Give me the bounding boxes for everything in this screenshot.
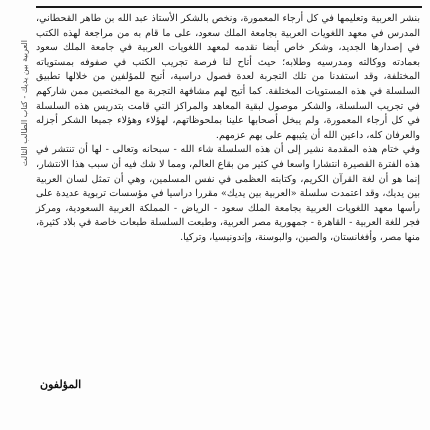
paragraph: وفي ختام هذه المقدمة نشير إلى أن هذه السلسلة شاء الله - سبحانه وتعالى - لها أن تنتشر في هذه الفترة القصيرة انتشارا واسعا في كثير من بقاع العالم، ومما لا شك فيه أن سبب هذا الانتشار، إنما هو أن لغة القرآن الكريم، وكتابته العظمى في نفس المسلمين، وهي أن تمثل لسان العربية بين يديك، وقد اعتمدت سلسلة «العربية بين يديك» مقررا دراسيا في مؤسسات تربوية عديدة على رأسها معهد اللغويات العربية بجامعة الملك سعود - الرياض - المملكة العربية السعودية، ومركز فجر للغة العربية - القاهرة - جمهورية مصر العربية، وطبعت السلسلة طبعات خاصة في بلاد كثيرة، منها مصر، وأفغانستان، والصين، والبوسنة، وإندونيسيا، وتركيا. bbox=[36, 144, 420, 243]
running-header-text: العربية بين يديك - كتاب الطالب الثالث bbox=[20, 40, 29, 167]
authors-signature: المؤلفون bbox=[40, 378, 82, 391]
paragraph: بنشر العربية وتعليمها في كل أرجاء المعمورة، ونخص بالشكر الأستاذ عبد الله بن طاهر القحطاني، المدرس في معهد اللغويات العربية بجامعة الملك سعود، على ما قام به من مراجعة لهذه الكتب في إصدارها الجديد، وشكر خاص أيضا نقدمه لمعهد اللغويات العربية في جامعة الملك سعود بعمادته ووكالته ومدرسيه وطلابه؛ حيث أتاح لنا فرصة تجريب الكتب في صفوفه بمستوياته المختلفة، وقد استفدنا من تلك التجربة لعدة فصول دراسية، أتيح للمؤلفين من خلالها تطبيق السلسلة في هذه المستويات المختلفة. كما أتيح لهم مشافهة التجربة مع المختصين ممن شاركهم في تجريب السلسلة، والشكر موصول لبقية المعاهد والمراكز التي قامت بتدريس هذه السلسلة في كل أرجاء المعمورة، ولم يبخل أصحابها علينا بملحوظاتهم، لهؤلاء وهؤلاء جميعا الشكر أجزله والعرفان كله، داعين الله أن يثيبهم على بهم عزمهم. bbox=[36, 13, 420, 141]
top-rule bbox=[36, 6, 422, 8]
preface-text bbox=[36, 12, 420, 246]
running-header bbox=[18, 40, 32, 240]
